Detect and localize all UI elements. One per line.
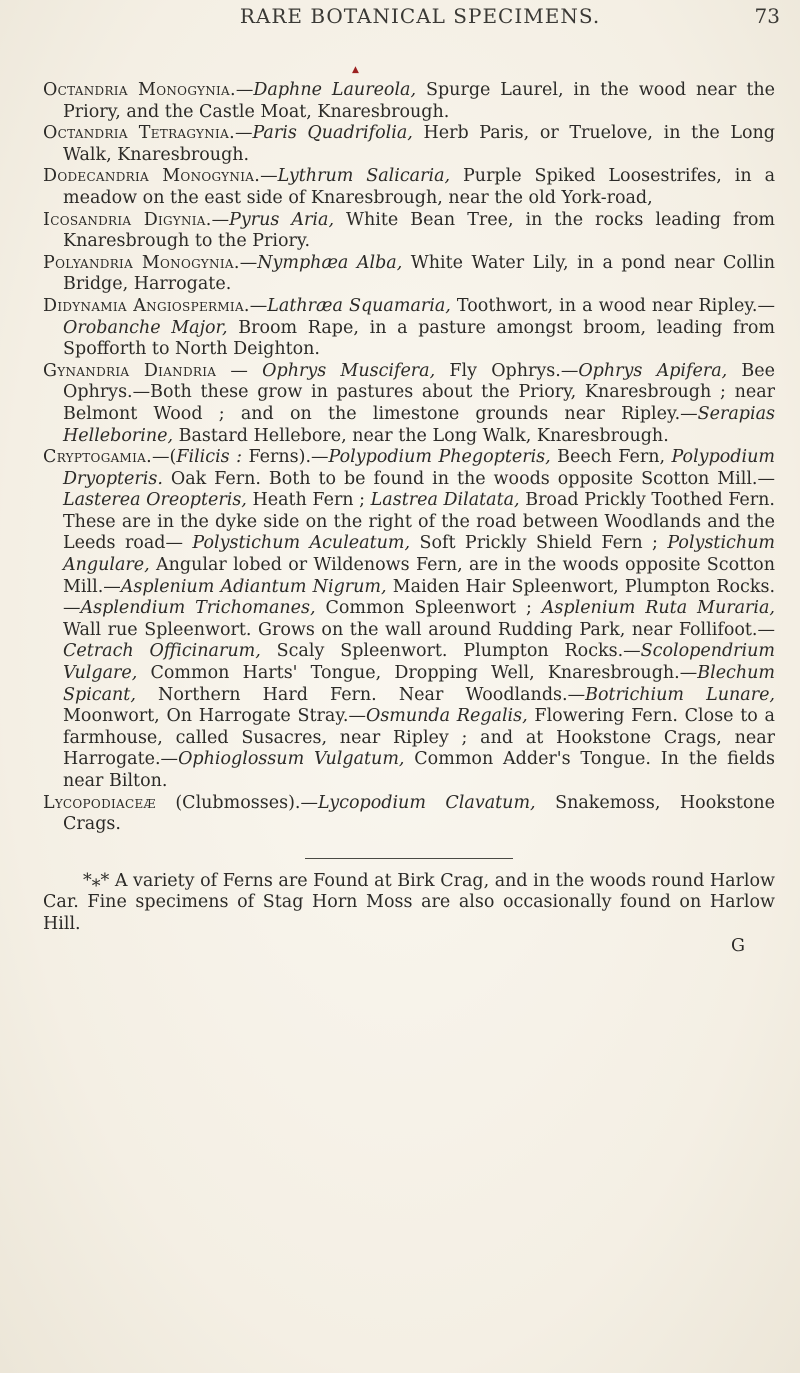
- entry-text: Beech Fern,: [550, 447, 672, 468]
- latin-name: Daphne Laureola,: [253, 80, 417, 100]
- entry-text: Bee Ophrys.—Both these grow in pastures about the Priory, Knaresbrough ; near Belmont Wood ; and on the limestone grounds near Ripley.—: [63, 360, 775, 424]
- latin-name: Lasterea Oreopteris,: [63, 490, 247, 511]
- latin-name: Cetrach Officinarum,: [63, 641, 261, 662]
- entry-text: Spurge Laurel, in the wood near the Priory, and the Castle Moat, Knaresbrough.: [63, 80, 775, 122]
- entry-icosandria-digynia: Icosandria Digynia.—Pyrus Aria, White Bean Tree, in the rocks leading from Knaresbrough to the Priory.: [43, 209, 775, 252]
- entry-text: Scaly Spleenwort. Plumpton Rocks.—: [260, 641, 641, 662]
- latin-name: Polystichum Angulare,: [63, 533, 775, 576]
- entry-text: White Bean Tree, in the rocks leading from Knaresbrough to the Priory.: [63, 209, 775, 252]
- latin-name: Orobanche Major,: [63, 317, 228, 338]
- entry-text: Northern Hard Fern. Near Woodlands.—: [135, 684, 586, 705]
- entry-text: Moonwort, On Harrogate Stray.—: [63, 706, 366, 727]
- latin-name: Ophrys Muscifera,: [262, 360, 436, 381]
- entry-text: Oak Fern. Both to be found in the woods opposite Scotton Mill.—: [162, 468, 775, 489]
- latin-name: Ophioglossum Vulgatum,: [178, 749, 405, 770]
- class-name: Gynandria Diandria: [43, 360, 217, 381]
- section-divider: [305, 858, 513, 859]
- entry-octandria-tetragynia: Octandria Tetragynia.—Paris Quadrifolia, Herb Paris, or Truelove, in the Long Walk, Knaresbrough.: [43, 123, 775, 165]
- entry-text: Purple Spiked Loosestrifes, in a meadow on the east side of Knaresbrough, near the old York-road,: [63, 166, 776, 208]
- class-name: Octandria Monogynia.: [43, 80, 236, 100]
- latin-name: Osmunda Regalis,: [365, 706, 528, 727]
- entry-text: White Water Lily, in a pond near Collin Bridge, Harrogate.: [63, 252, 775, 295]
- entry-text: Heath Fern ;: [246, 490, 371, 511]
- entry-didynamia-angiospermia: Didynamia Angiospermia.—Lathræa Squamaria, Toothwort, in a wood near Ripley.—Orobanche Major, Broom Rape, in a pasture amongst broom, leading from Spofforth to North Deighton.: [43, 295, 776, 360]
- latin-name: Ophrys Apifera,: [578, 360, 728, 381]
- entry-text: Wall rue Spleenwort. Grows on the wall around Rudding Park, near Follifoot.—: [63, 619, 775, 640]
- entry-text: Bastard Hellebore, near the Long Walk, Knaresbrough.: [173, 425, 669, 446]
- latin-name: Asplendium Trichomanes,: [80, 598, 316, 619]
- class-name: Didynamia Angiospermia.: [43, 295, 250, 316]
- entry-text: Herb Paris, or Truelove, in the Long Walk, Knaresbrough.: [63, 123, 775, 165]
- entry-text: Common Adder's Tongue. In the fields near Bilton.: [63, 749, 775, 791]
- entry-text: Maiden Hair Spleenwort, Plumpton Rocks.—: [63, 576, 776, 619]
- entry-text: Common Harts' Tongue, Dropping Well, Knaresbrough.—: [137, 663, 698, 684]
- entry-text: Broom Rape, in a pasture amongst broom, leading from Spofforth to North Deighton.: [63, 317, 776, 360]
- footnote: [43, 871, 775, 936]
- latin-name: Blechum Spicant,: [63, 663, 775, 705]
- latin-name: Asplenium Ruta Muraria,: [541, 598, 775, 619]
- latin-name: Asplenium Adiantum Nigrum,: [120, 576, 387, 597]
- body-text: [43, 80, 775, 957]
- entry-text: Toothwort, in a wood near Ripley.—: [450, 295, 775, 316]
- entry-dodecandria-monogynia: Dodecandria Monogynia.—Lythrum Salicaria, Purple Spiked Loosestrifes, in a meadow on the east side of Knaresbrough, near the old York-road,: [43, 166, 776, 208]
- entry-text: Snakemoss, Hookstone Crags.: [63, 792, 776, 835]
- class-name: Cryptogamia.: [43, 447, 153, 468]
- entry-text: Soft Prickly Shield Fern ;: [410, 533, 668, 554]
- page-number: 73: [754, 4, 780, 28]
- latin-name: Polystichum Aculeatum,: [192, 533, 411, 554]
- class-name: Octandria Tetragynia.: [43, 123, 235, 144]
- latin-name: Botrichium Lunare,: [585, 684, 775, 705]
- latin-name: Lastrea Dilatata,: [370, 490, 520, 511]
- entry-gynandria-diandria: Gynandria Diandria — Ophrys Muscifera, Fly Ophrys.—Ophrys Apifera, Bee Ophrys.—Both these grow in pastures about the Priory, Knaresbrough ; near Belmont Wood ; and on the limestone grounds near Ripley.—Serapias Helleborine, Bastard Hellebore, near the Long Walk, Knaresbrough.: [43, 360, 775, 446]
- class-name: Icosandria Digynia.: [43, 209, 212, 230]
- running-head: RARE BOTANICAL SPECIMENS.: [239, 4, 601, 28]
- latin-name: Paris Quadrifolia,: [252, 123, 413, 144]
- entry-lycopodiaceae: Lycopodiaceæ (Clubmosses).—Lycopodium Clavatum, Snakemoss, Hookstone Crags.: [43, 792, 776, 835]
- footnote-mark: *⁎*: [83, 870, 110, 891]
- latin-name: Pyrus Aria,: [229, 209, 335, 230]
- ornament-mark: ▲: [352, 65, 359, 75]
- entry-cryptogamia: Cryptogamia.—(Filicis : Ferns).—Polypodium Phegopteris, Beech Fern, Polypodium Dryopteris. Oak Fern. Both to be found in the woods opposite Scotton Mill.—Lasterea Oreopteris, Heath Fern ; Lastrea Dilatata, Broad Prickly Toothed Fern. These are in the dyke side on the right of the road between Woodlands and the Leeds road— Polystichum Aculeatum, Soft Prickly Shield Fern ; Polystichum Angulare, Angular lobed or Wildenows Fern, are in the woods opposite Scotton Mill.—Asplenium Adiantum Nigrum, Maiden Hair Spleenwort, Plumpton Rocks.—Asplendium Trichomanes, Common Spleenwort ; Asplenium Ruta Muraria, Wall rue Spleenwort. Grows on the wall around Rudding Park, near Follifoot.—Cetrach Officinarum, Scaly Spleenwort. Plumpton Rocks.—Scolopendrium Vulgare, Common Harts' Tongue, Dropping Well, Knaresbrough.—Blechum Spicant, Northern Hard Fern. Near Woodlands.—Botrichium Lunare, Moonwort, On Harrogate Stray.—Osmunda Regalis, Flowering Fern. Close to a farmhouse, called Susacres, near Ripley ; and at Hookstone Crags, near Harrogate.—Ophioglossum Vulgatum, Common Adder's Tongue. In the fields near Bilton.: [43, 447, 776, 791]
- latin-name: Polypodium Phegopteris,: [328, 447, 551, 468]
- latin-name: Lycopodium Clavatum,: [317, 792, 536, 813]
- page-header: [60, 4, 780, 38]
- entry-polyandria-monogynia: Polyandria Monogynia.—Nymphæa Alba, White Water Lily, in a pond near Collin Bridge, Harrogate.: [43, 252, 775, 295]
- entry-text: Angular lobed or Wildenows Fern, are in the woods opposite Scotton Mill.—: [63, 555, 775, 597]
- latin-name: Scolopendrium Vulgare,: [63, 641, 775, 684]
- entry-text: Flowering Fern. Close to a farmhouse, called Susacres, near Ripley ; and at Hookstone Crags, near Harrogate.—: [63, 706, 775, 770]
- entry-text: Fly Ophrys.—: [435, 360, 579, 381]
- class-name: Dodecandria Monogynia.: [43, 166, 261, 187]
- entry-text: Broad Prickly Toothed Fern. These are in the dyke side on the right of the road between Woodlands and the Leeds road—: [63, 490, 775, 554]
- latin-name: Nymphæa Alba,: [257, 252, 403, 273]
- latin-name: Filicis :: [176, 447, 243, 468]
- class-name: Polyandria Monogynia.: [43, 252, 240, 273]
- signature-mark: G: [731, 935, 745, 956]
- latin-name: Serapias Helleborine,: [63, 403, 775, 446]
- latin-name: Lythrum Salicaria,: [277, 166, 451, 187]
- entry-text: Common Spleenwort ;: [315, 598, 542, 619]
- class-name: Lycopodiaceæ: [43, 792, 156, 813]
- latin-name: Lathræa Squamaria,: [267, 295, 451, 316]
- latin-name: Polypodium Dryopteris.: [63, 447, 775, 489]
- footnote-text: A variety of Ferns are Found at Birk Crag, and in the woods round Harlow Car. Fine specimens of Stag Horn Moss are also occasionally found on Harlow Hill.: [43, 870, 776, 934]
- entry-octandria-monogynia: Octandria Monogynia.—Daphne Laureola, Spurge Laurel, in the wood near the Priory, and the Castle Moat, Knaresbrough.: [43, 80, 775, 122]
